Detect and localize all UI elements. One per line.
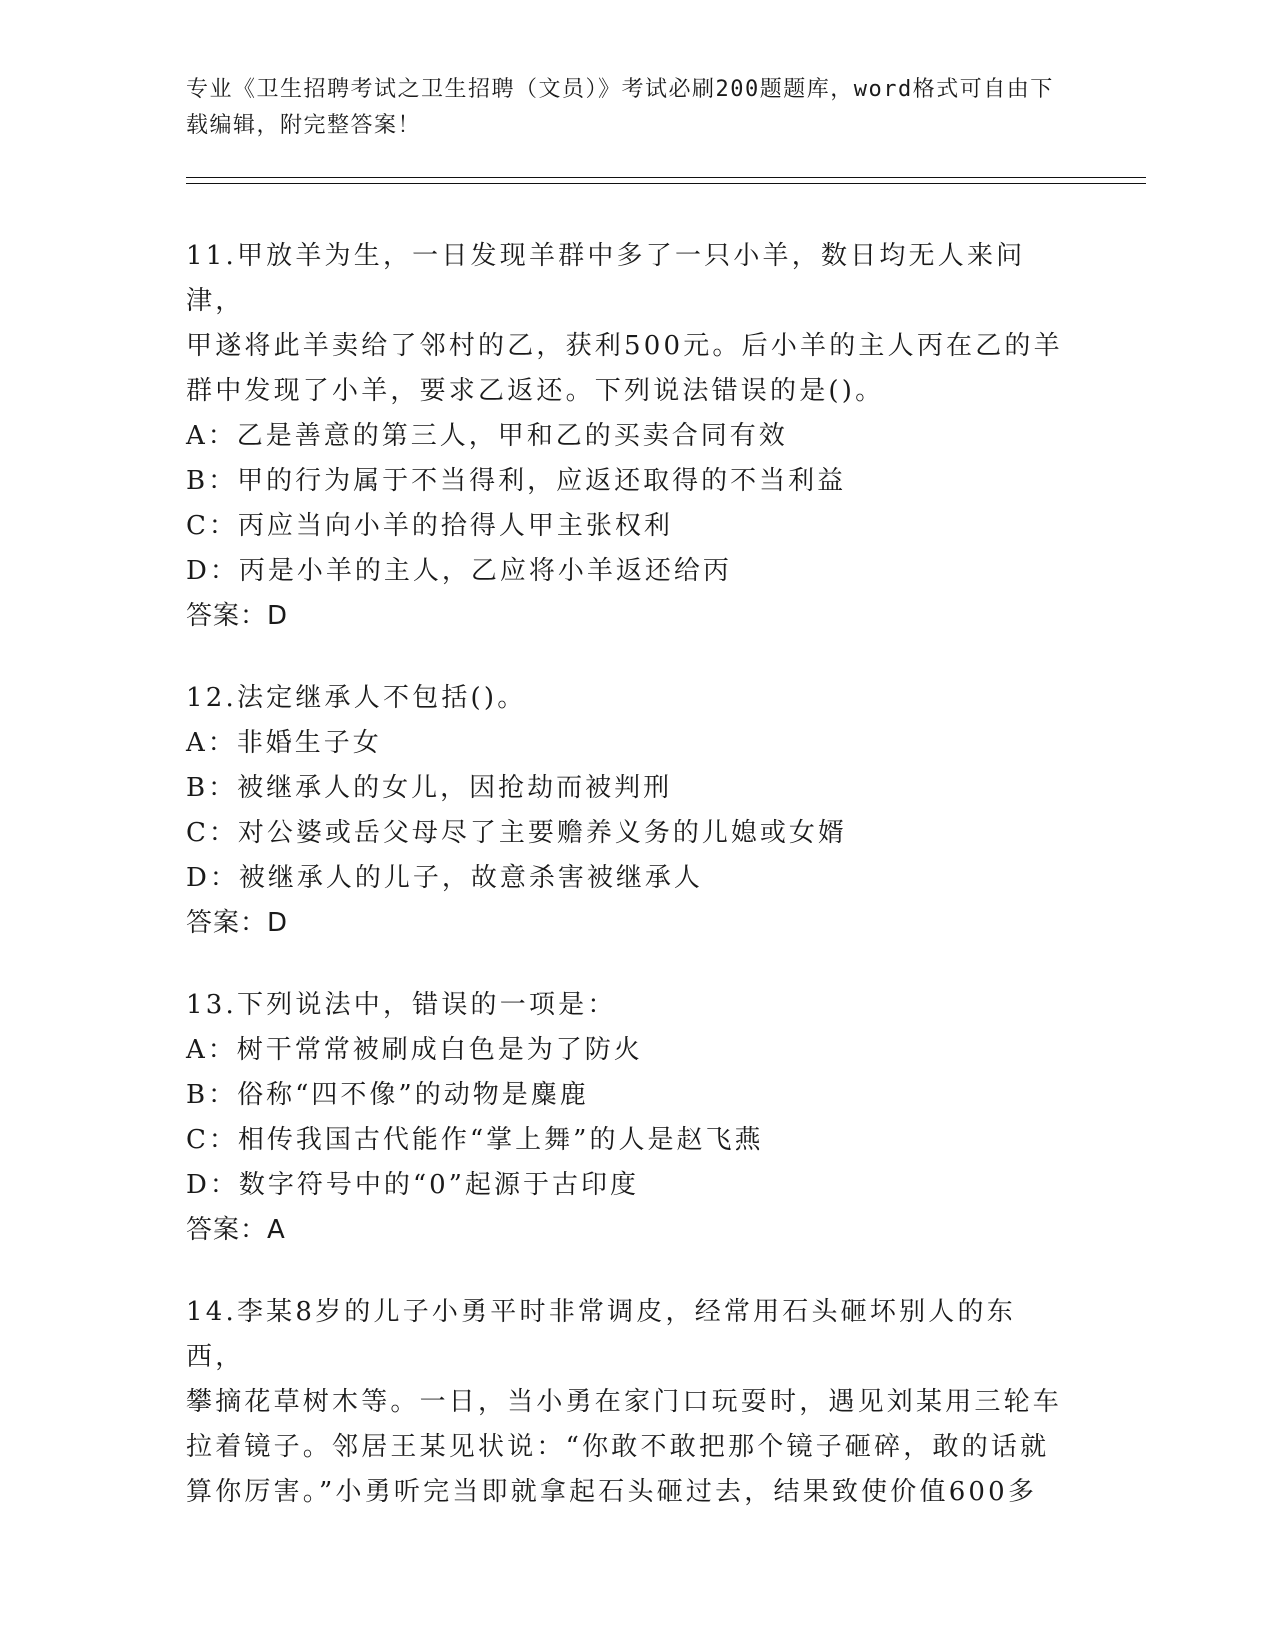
option-c: C：相传我国古代能作“掌上舞”的人是赵飞燕 <box>186 1125 764 1155</box>
question-stem-line: 攀摘花草树木等。一日，当小勇在家门口玩耍时，遇见刘某用三轮车 <box>186 1387 1063 1417</box>
question-stem-line: 13.下列说法中，错误的一项是： <box>186 990 617 1020</box>
question-list <box>186 234 1066 1552</box>
answer-line: 答案：D <box>186 908 289 938</box>
question-stem-line: 甲遂将此羊卖给了邻村的乙，获利500元。后小羊的主人丙在乙的羊 <box>186 331 1063 361</box>
document-header: 专业《卫生招聘考试之卫生招聘（文员）》考试必刷200题题库，word格式可自由下载编辑，附完整答案！ <box>186 77 1054 138</box>
question-12 <box>186 676 1066 946</box>
question-11 <box>186 234 1066 639</box>
option-b: B：俗称“四不像”的动物是麋鹿 <box>186 1080 589 1110</box>
header-divider-bottom <box>186 183 1146 184</box>
option-d: D：被继承人的儿子，故意杀害被继承人 <box>186 863 703 893</box>
question-13 <box>186 983 1066 1253</box>
option-a: A：树干常常被刷成白色是为了防火 <box>186 1035 643 1065</box>
option-d: D：数字符号中的“0”起源于古印度 <box>186 1170 639 1200</box>
option-c: C：丙应当向小羊的拾得人甲主张权利 <box>186 511 673 541</box>
question-14 <box>186 1290 1066 1515</box>
question-stem-line: 11.甲放羊为生，一日发现羊群中多了一只小羊，数日均无人来问津， <box>186 241 1026 316</box>
answer-line: 答案：A <box>186 1215 286 1245</box>
option-a: A：非婚生子女 <box>186 728 382 758</box>
question-stem-line: 拉着镜子。邻居王某见状说：“你敢不敢把那个镜子砸碎，敢的话就 <box>186 1432 1050 1462</box>
question-stem-line: 14.李某8岁的儿子小勇平时非常调皮，经常用石头砸坏别人的东西， <box>186 1297 1016 1372</box>
option-d: D：丙是小羊的主人，乙应将小羊返还给丙 <box>186 556 732 586</box>
option-a: A：乙是善意的第三人，甲和乙的买卖合同有效 <box>186 421 788 451</box>
answer-line: 答案：D <box>186 601 289 631</box>
option-b: B：甲的行为属于不当得利，应返还取得的不当利益 <box>186 466 847 496</box>
header-divider-top <box>186 177 1146 178</box>
question-stem-line: 算你厉害。”小勇听完当即就拿起石头砸过去，结果致使价值600多 <box>186 1477 1038 1507</box>
question-stem-line: 12.法定继承人不包括()。 <box>186 683 527 713</box>
question-stem-line: 群中发现了小羊，要求乙返还。下列说法错误的是()。 <box>186 376 885 406</box>
option-b: B：被继承人的女儿，因抢劫而被判刑 <box>186 773 673 803</box>
option-c: C：对公婆或岳父母尽了主要赡养义务的儿媳或女婿 <box>186 818 847 848</box>
